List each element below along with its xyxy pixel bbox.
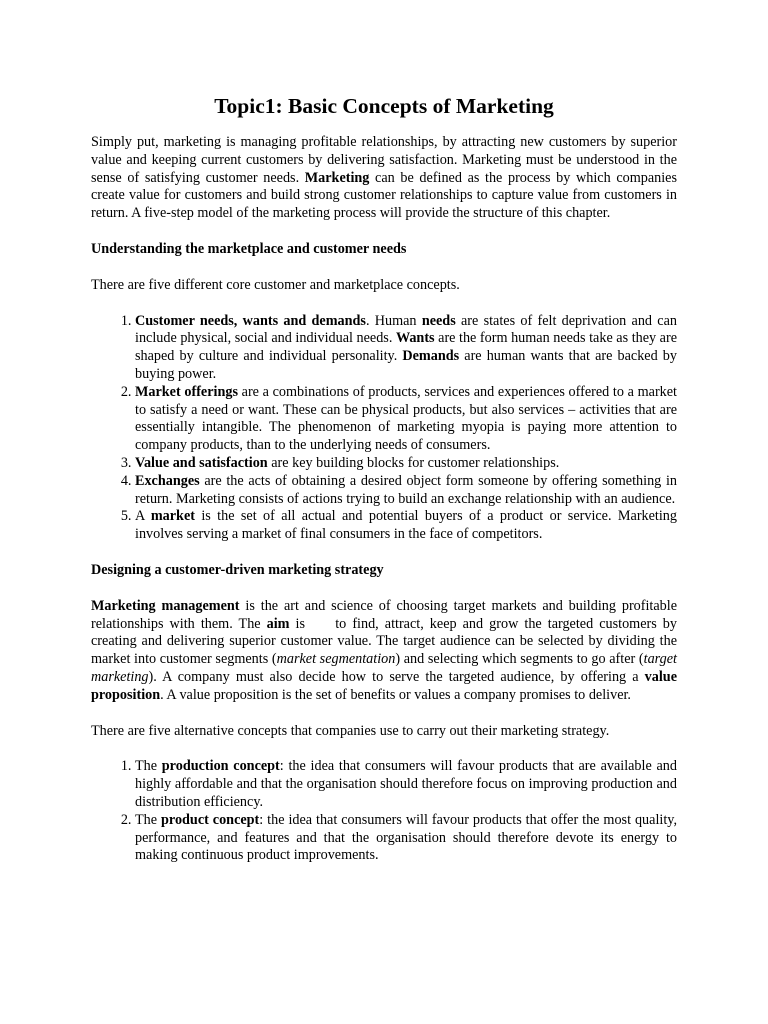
item-text: are the acts of obtaining a desired object form someone by offering something in return. Marketing consists of actions trying to build an exchange relationship with an audience. [135,472,677,507]
intro-bold-marketing: Marketing [304,169,370,186]
item-term: Demands [402,348,460,365]
item-text: : the idea that consumers will favour products that are available and highly affordable and that the organisation should therefore focus on improving production and distribution efficiency. [135,758,677,810]
list-item [135,455,677,473]
list-item [135,313,677,384]
item-term: needs [421,312,456,329]
para-text: . A value proposition is the set of benefits or values a company promises to deliver. [160,686,631,703]
para-text: ) and selecting which segments to go after ( [395,651,644,668]
item-term: production concept [161,758,280,775]
list-item [135,758,677,811]
core-concepts-list [91,313,677,544]
item-term: Market offerings [135,383,238,400]
list-item [135,473,677,509]
page-title: Topic1: Basic Concepts of Marketing [214,94,554,118]
item-text: : the idea that consumers will favour products that offer the most quality, performance, and features and that the organisation should therefore devote its energy to making continuous product improvements. [135,811,677,864]
item-term: market [150,508,195,525]
item-term: product concept [161,811,260,828]
section-heading-strategy: Designing a customer-driven marketing strategy [91,561,384,578]
term-italic: target marketing [91,651,677,685]
item-text: are key building blocks for customer relationships. [267,454,560,471]
para-text: ). A company must also decide how to serve the targeted audience, by offering a [148,668,645,685]
intro-paragraph [91,134,677,223]
item-term: Exchanges [135,472,200,489]
item-term: Customer needs, wants and demands [135,312,366,329]
intro-text-1: Simply put, marketing is managing profitable relationships, by attracting new customers by superior value and keeping current customers by delivering satisfaction. Marketing must be understood in the sense of satisfying customer needs. [91,134,677,186]
item-text: are a combinations of products, services and experiences offered to a market to satisfy a need or want. These can be physical products, but also services – activities that are essentially intangible. The phenomenon of marketing myopia is paying more attention to company products, than to the underlying needs of consumers. [135,383,678,454]
term-bold: Marketing management [91,597,240,614]
marketing-concepts-list [91,758,677,865]
para-text: is the art and science of choosing target markets and building profitable relationships with them. The [91,597,678,632]
term-italic: market segmentation [276,651,396,668]
item-text: The [135,758,162,775]
section-heading-marketplace: Understanding the marketplace and customer needs [91,240,407,257]
term-bold: value proposition [91,668,677,703]
item-term: Value and satisfaction [135,454,268,471]
item-text: A [135,508,151,525]
section1-lead: There are five different core customer and marketplace concepts. [91,276,460,293]
item-text: The [135,811,162,828]
list-item [135,384,677,455]
item-text: is the set of all actual and potential buyers of a product or service. Marketing involves serving a market of final consumers in the face of competitors. [135,508,677,543]
marketing-management-paragraph [91,598,677,705]
item-term: Wants [395,330,435,347]
item-text: are the form human needs take as they are shaped by culture and individual personality. [135,330,677,365]
item-text: . Human [365,312,422,329]
term-bold: aim [266,615,290,632]
document-page [91,92,677,883]
list-item [135,812,677,865]
item-text: are human wants that are backed by buying power. [135,348,677,382]
list-item [135,508,677,544]
intro-text-2: can be defined as the process by which companies create value for customers and build strong customer relationships to capture value from customers in return. A five-step model of the marketing process will provide the structure of this chapter. [91,169,677,222]
section2-lead: There are five alternative concepts that companies use to carry out their marketing strategy. [91,722,610,739]
item-text: are states of felt deprivation and can include physical, social and individual needs. [135,312,677,347]
para-text: is to find, attract, keep and grow the targeted customers by creating and delivering superior customer value. The target audience can be selected by dividing the market into customer segments ( [91,615,677,668]
